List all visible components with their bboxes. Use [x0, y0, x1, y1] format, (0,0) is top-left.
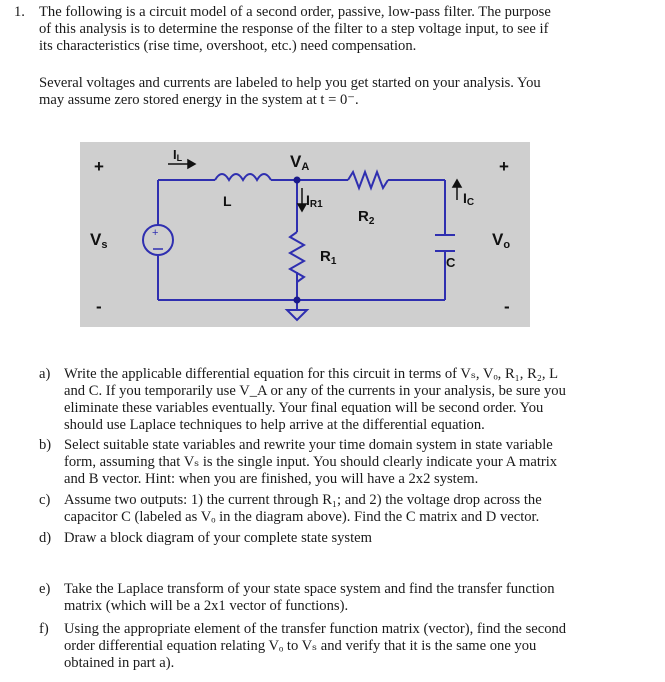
vo-main: V — [492, 230, 504, 249]
r2-main: R — [358, 208, 369, 225]
intro-line-2: of this analysis is to determine the response of the filter to a step voltage input, to see if — [39, 21, 549, 37]
intro-line-1: The following is a circuit model of a second order, passive, low-pass filter. The purpose — [39, 4, 551, 20]
source-plus-sign: + — [152, 227, 159, 239]
ir1-main: I — [306, 192, 310, 208]
ic-main: I — [463, 190, 467, 206]
circuit-diagram — [80, 142, 530, 327]
plus-left-label: + — [94, 157, 104, 176]
r2-sub: 2 — [368, 216, 375, 227]
part-f-line-1: Using the appropriate element of the transfer function matrix (vector), find the second — [64, 621, 567, 637]
part-b-line-2: form, assuming that Vₛ is the single input. You should clearly indicate your A matrix — [64, 454, 558, 470]
part-f-label: f) — [39, 621, 49, 637]
part-a-line-3: eliminate these variables eventually. Your final equation will be second order. You — [64, 400, 544, 416]
node-va — [294, 177, 301, 184]
vs-main: V — [90, 230, 102, 249]
capacitor-label: C — [446, 255, 456, 270]
il-sub: L — [176, 153, 183, 163]
intro-line-3: its characteristics (rise time, overshoot, etc.) need compensation. — [39, 38, 417, 54]
problem-number: 1. — [14, 4, 25, 20]
minus-left-label: - — [96, 297, 102, 316]
part-f-line-3: obtained in part a). — [64, 655, 175, 671]
part-c-label: c) — [39, 492, 51, 508]
part-b-line-3: and B vector. Hint: when you are finished, you will have a 2x2 system. — [64, 471, 479, 487]
part-a-line-2: and C. If you temporarily use V_A or any of the currents in your analysis, be sure you — [64, 383, 566, 399]
part-c-line-2: capacitor C (labeled as Vₒ in the diagram above). Find the C matrix and D vector. — [64, 509, 540, 525]
assume-line-1: Several voltages and currents are labeled to help you get started on your analysis. You — [39, 75, 541, 91]
part-d-line-1: Draw a block diagram of your complete state system — [64, 530, 372, 546]
part-d-label: d) — [39, 530, 52, 546]
part-e-line-1: Take the Laplace transform of your state space system and find the transfer function — [64, 581, 555, 597]
inductor-label: L — [223, 193, 232, 209]
part-f-line-2: order differential equation relating Vₒ to Vₛ and verify that it is the same one you — [64, 638, 537, 654]
vo-sub: o — [503, 239, 511, 251]
part-a-label: a) — [39, 366, 51, 382]
va-main: V — [290, 152, 302, 171]
plus-right-label: + — [499, 157, 509, 176]
ir1-sub: R1 — [309, 199, 323, 210]
il-main: I — [173, 147, 177, 162]
part-c-line-1: Assume two outputs: 1) the current through R₁; and 2) the voltage drop across the — [64, 492, 542, 508]
part-e-label: e) — [39, 581, 51, 597]
assume-line-2: may assume zero stored energy in the system at t = 0⁻. — [39, 92, 359, 108]
r1-sub: 1 — [330, 256, 337, 267]
part-b-label: b) — [39, 437, 52, 453]
part-a-line-1: Write the applicable differential equation for this circuit in terms of Vₛ, Vₒ, R₁, R₂, L — [64, 366, 559, 382]
part-a-line-4: should use Laplace techniques to help arrive at the differential equation. — [64, 417, 485, 433]
ic-sub: C — [466, 197, 475, 208]
minus-right-label: - — [504, 297, 510, 316]
r1-main: R — [320, 248, 331, 265]
vs-sub: s — [101, 239, 108, 251]
part-e-line-2: matrix (which will be a 2x1 vector of functions). — [64, 598, 349, 614]
va-sub: A — [301, 161, 310, 173]
part-b-line-1: Select suitable state variables and rewrite your time domain system in state variable — [64, 437, 553, 453]
node-ground — [294, 297, 301, 304]
